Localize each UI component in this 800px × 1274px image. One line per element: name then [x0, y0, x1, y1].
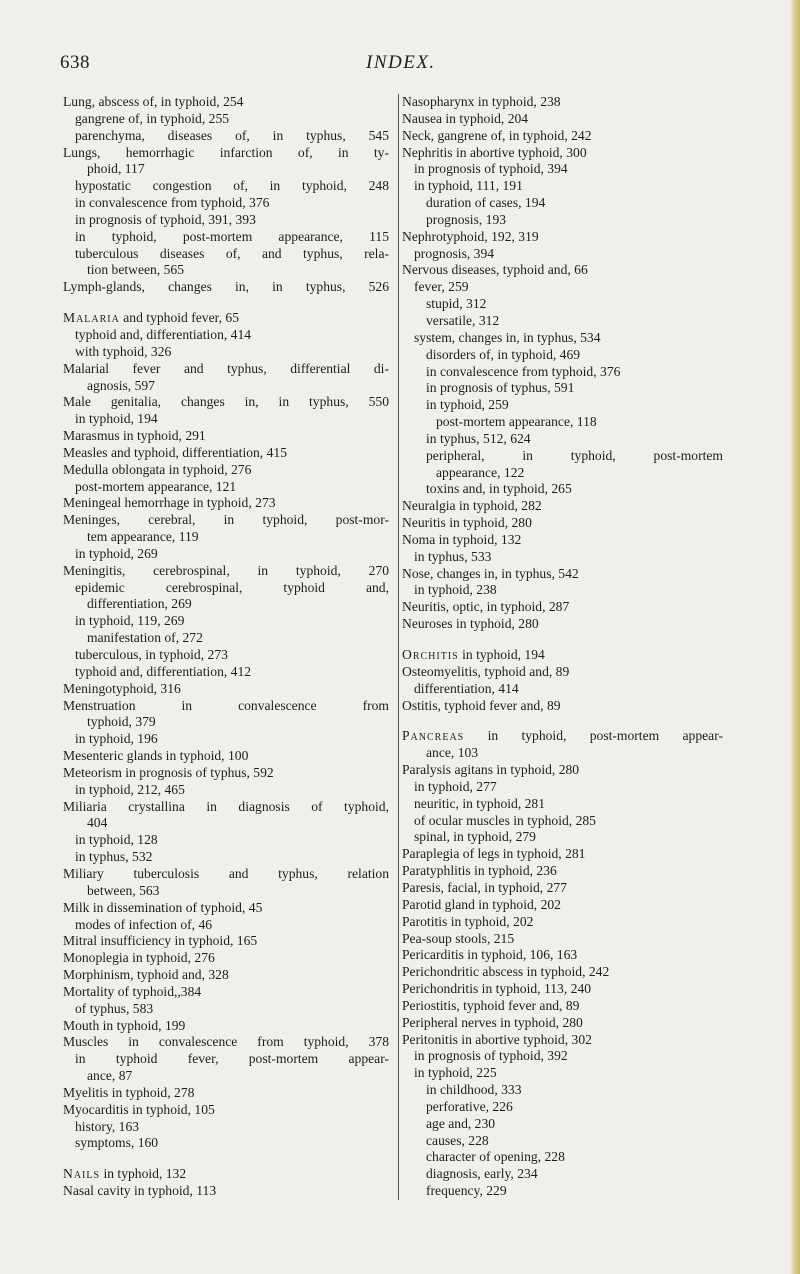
index-entry: Mesenteric glands in typhoid, 100	[63, 748, 249, 764]
index-entry: Measles and typhoid, differentiation, 415	[63, 444, 287, 460]
index-entry: Meningeal hemorrhage in typhoid, 273	[63, 495, 276, 511]
index-entry: Neck, gangrene of, in typhoid, 242	[402, 127, 592, 143]
index-subentry: agnosis, 597	[87, 377, 155, 393]
index-subentry: frequency, 229	[426, 1183, 507, 1199]
index-subentry: neuritic, in typhoid, 281	[414, 795, 546, 811]
index-entry: Nails in typhoid, 132	[63, 1166, 187, 1182]
index-entry: Parotid gland in typhoid, 202	[402, 896, 561, 912]
index-entry: Myocarditis in typhoid, 105	[63, 1101, 215, 1117]
index-subentry: prognosis, 193	[426, 211, 507, 227]
index-entry: Meningitis, cerebrospinal, in typhoid, 270	[63, 562, 389, 578]
index-entry: Perichondritic abscess in typhoid, 242	[402, 964, 610, 980]
index-entry: Milk in dissemination of typhoid, 45	[63, 899, 263, 915]
index-subentry: stupid, 312	[426, 296, 487, 312]
index-subentry: spinal, in typhoid, 279	[414, 829, 536, 845]
index-entry: Neuritis in typhoid, 280	[402, 515, 532, 531]
index-subentry: tion between, 565	[87, 262, 185, 278]
index-subentry: in typhus, 512, 624	[426, 430, 531, 446]
index-subentry: post-mortem appearance, 118	[436, 414, 597, 430]
running-title: INDEX.	[366, 52, 436, 73]
index-entry: Miliary tuberculosis and typhus, relation	[63, 865, 389, 881]
index-subentry: in typhoid, 238	[414, 582, 497, 598]
index-subentry: in prognosis of typhus, 591	[426, 380, 575, 396]
index-entry: Pericarditis in typhoid, 106, 163	[402, 947, 578, 963]
index-entry: Monoplegia in typhoid, 276	[63, 950, 215, 966]
index-entry: Nasopharynx in typhoid, 238	[402, 94, 561, 109]
index-subentry: in typhoid fever, post-mortem appear-	[75, 1051, 389, 1067]
index-entry: Lung, abscess of, in typhoid, 254	[63, 94, 244, 109]
index-subentry: age and, 230	[426, 1115, 496, 1131]
index-subentry: in prognosis of typhoid, 391, 393	[75, 211, 256, 227]
index-entry: Paraplegia of legs in typhoid, 281	[402, 846, 586, 862]
index-entry: Perichondritis in typhoid, 113, 240	[402, 981, 592, 997]
index-subentry: parenchyma, diseases of, in typhus, 545	[75, 127, 389, 143]
index-entry: Pancreas in typhoid, post-mortem appear-	[402, 728, 723, 744]
index-subentry: ance, 103	[426, 745, 479, 761]
index-subentry: diagnosis, early, 234	[426, 1166, 538, 1182]
index-entry: Morphinism, typhoid and, 328	[63, 967, 229, 983]
index-subentry: in typhoid, 277	[414, 778, 497, 794]
index-subentry: in typhus, 532	[75, 849, 153, 865]
index-subentry: in typhoid, 212, 465	[75, 781, 185, 797]
index-subentry: in typhoid, 128	[75, 832, 158, 848]
index-subentry: duration of cases, 194	[426, 195, 546, 211]
index-subentry: symptoms, 160	[75, 1135, 159, 1151]
index-entry: Peripheral nerves in typhoid, 280	[402, 1014, 583, 1030]
index-entry: Peritonitis in abortive typhoid, 302	[402, 1031, 592, 1047]
index-subentry: in typhoid, 196	[75, 731, 158, 747]
index-subentry: of typhus, 583	[75, 1000, 154, 1016]
index-subentry: typhoid, 379	[87, 714, 156, 730]
index-entry: Miliaria crystallina in diagnosis of typhoid,	[63, 798, 389, 814]
index-subentry: modes of infection of, 46	[75, 916, 213, 932]
index-subentry: epidemic cerebrospinal, typhoid and,	[75, 579, 389, 595]
index-subentry: in typhoid, 111, 191	[414, 178, 523, 194]
index-subentry: peripheral, in typhoid, post-mortem	[426, 447, 723, 463]
index-entry: Nephrotyphoid, 192, 319	[402, 228, 539, 244]
section-gap	[403, 633, 723, 647]
index-entry: Parotitis in typhoid, 202	[402, 913, 534, 929]
index-entry: Nasal cavity in typhoid, 113	[63, 1183, 217, 1199]
index-subentry: fever, 259	[414, 279, 469, 295]
index-entry: Neuroses in typhoid, 280	[402, 616, 539, 632]
index-subentry: in typhoid, 259	[426, 397, 509, 413]
index-subentry: in convalescence from typhoid, 376	[426, 363, 621, 379]
index-subentry: versatile, 312	[426, 312, 500, 328]
index-subentry: differentiation, 269	[87, 596, 192, 612]
index-entry: Paralysis agitans in typhoid, 280	[402, 762, 580, 778]
index-entry: Meninges, cerebral, in typhoid, post-mor-	[63, 512, 389, 528]
index-entry: Paresis, facial, in typhoid, 277	[402, 879, 567, 895]
index-entry: Orchitis in typhoid, 194	[402, 647, 545, 662]
index-subentry: gangrene of, in typhoid, 255	[75, 110, 230, 126]
index-subentry: in typhoid, 194	[75, 411, 158, 427]
index-subentry: causes, 228	[426, 1132, 489, 1148]
index-subentry: in typhoid, 119, 269	[75, 613, 185, 629]
index-subentry: in prognosis of typhoid, 394	[414, 161, 568, 177]
index-subentry: typhoid and, differentiation, 412	[75, 663, 252, 679]
index-subentry: toxins and, in typhoid, 265	[426, 481, 572, 497]
page-header	[60, 52, 660, 76]
index-subentry: history, 163	[75, 1118, 140, 1134]
index-entry: Ostitis, typhoid fever and, 89	[402, 697, 561, 713]
index-subentry: with typhoid, 326	[75, 343, 172, 359]
index-entry: Medulla oblongata in typhoid, 276	[63, 461, 252, 477]
index-entry: Paratyphlitis in typhoid, 236	[402, 863, 557, 879]
index-subentry: typhoid and, differentiation, 414	[75, 326, 252, 342]
index-subentry: appearance, 122	[436, 464, 525, 480]
index-subentry: in prognosis of typhoid, 392	[414, 1048, 568, 1064]
index-subentry: tem appearance, 119	[87, 529, 199, 545]
index-subentry: ance, 87	[87, 1068, 133, 1084]
index-subentry: 404	[87, 815, 108, 831]
index-subentry: system, changes in, in typhus, 534	[414, 329, 601, 345]
index-entry: Menstruation in convalescence from	[63, 697, 389, 713]
index-subentry: tuberculous diseases of, and typhus, rela-	[75, 245, 389, 261]
index-subentry: phoid, 117	[87, 161, 145, 177]
index-subentry: perforative, 226	[426, 1098, 513, 1114]
index-subentry: in typhoid, post-mortem appearance, 115	[75, 228, 389, 244]
index-subentry: character of opening, 228	[426, 1149, 565, 1165]
index-entry: Lungs, hemorrhagic infarction of, in ty-	[63, 144, 389, 160]
index-entry: Meteorism in prognosis of typhus, 592	[63, 764, 274, 780]
index-subentry: in typhoid, 225	[414, 1065, 497, 1081]
page-number: 638	[60, 52, 90, 73]
index-entry: Pea-soup stools, 215	[402, 930, 515, 946]
index-entry: Noma in typhoid, 132	[402, 531, 522, 547]
index-subentry: post-mortem appearance, 121	[75, 478, 237, 494]
index-entry: Mortality of typhoid,,384	[63, 983, 202, 999]
index-subentry: tuberculous, in typhoid, 273	[75, 647, 228, 662]
index-subentry: of ocular muscles in typhoid, 285	[414, 812, 596, 828]
index-subentry: in typhus, 533	[414, 548, 492, 564]
index-entry: Periostitis, typhoid fever and, 89	[402, 997, 580, 1013]
index-entry: Meningotyphoid, 316	[63, 680, 181, 696]
index-entry: Osteomyelitis, typhoid and, 89	[402, 663, 570, 679]
index-entry: Malarial fever and typhus, differential di-	[63, 360, 389, 376]
index-subentry: in convalescence from typhoid, 376	[75, 195, 270, 211]
index-entry: Marasmus in typhoid, 291	[63, 428, 206, 444]
index-subentry: manifestation of, 272	[87, 630, 203, 646]
index-subentry: in childhood, 333	[426, 1082, 522, 1098]
index-entry: Neuritis, optic, in typhoid, 287	[402, 599, 570, 615]
section-gap	[403, 714, 723, 728]
index-entry: Myelitis in typhoid, 278	[63, 1084, 195, 1100]
index-column-right	[398, 94, 723, 1200]
index-subentry: disorders of, in typhoid, 469	[426, 346, 581, 362]
index-entry: Muscles in convalescence from typhoid, 378	[63, 1034, 389, 1050]
section-gap	[64, 1152, 389, 1166]
index-entry: Mouth in typhoid, 199	[63, 1017, 186, 1033]
index-subentry: hypostatic congestion of, in typhoid, 248	[75, 178, 389, 194]
page-edge	[790, 0, 800, 1274]
index-entry: Malaria and typhoid fever, 65	[63, 310, 239, 326]
index-entry: Nervous diseases, typhoid and, 66	[402, 262, 588, 278]
index-entry: Neuralgia in typhoid, 282	[402, 498, 542, 514]
index-entry: Nose, changes in, in typhus, 542	[402, 565, 579, 581]
index-entry: Male genitalia, changes in, in typhus, 550	[63, 394, 389, 410]
index-entry: Nephritis in abortive typhoid, 300	[402, 144, 587, 160]
index-entry: Lymph-glands, changes in, in typhus, 526	[63, 279, 389, 295]
section-gap	[64, 296, 389, 310]
index-entry: Nausea in typhoid, 204	[402, 110, 529, 126]
index-subentry: between, 563	[87, 882, 160, 898]
index-entry: Mitral insufficiency in typhoid, 165	[63, 933, 258, 949]
index-subentry: in typhoid, 269	[75, 545, 158, 561]
index-subentry: prognosis, 394	[414, 245, 495, 261]
index-column-left	[64, 94, 389, 1200]
index-subentry: differentiation, 414	[414, 680, 519, 696]
